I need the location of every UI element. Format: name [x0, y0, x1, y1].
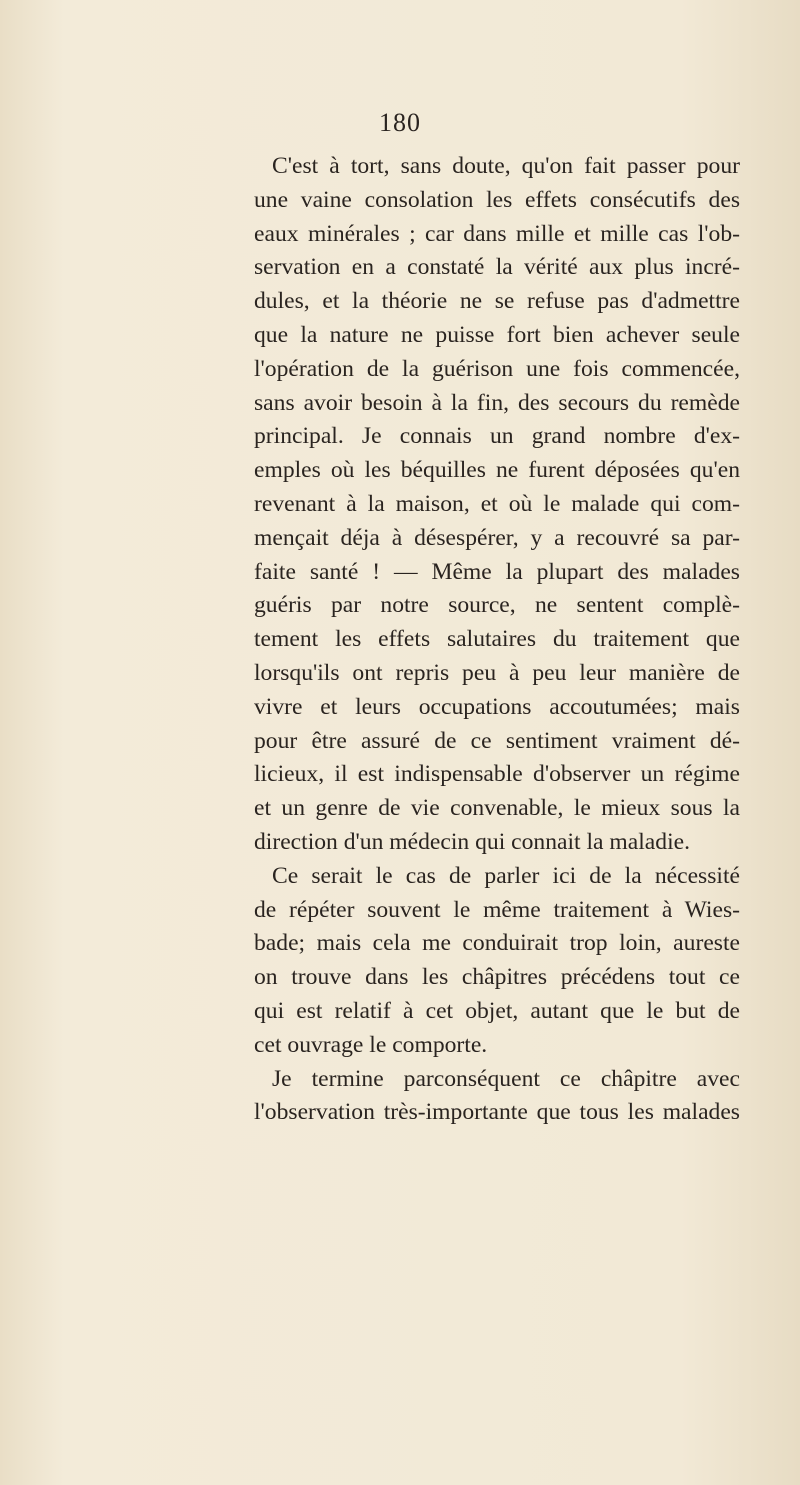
text-line: l'observation très-importante que tous les malades: [254, 1099, 740, 1126]
text-line: Ce serait le cas de parler ici de la nécessité: [272, 862, 740, 889]
page-number: 180: [379, 108, 421, 137]
text-line: mençait déja à désespérer, y a recouvré sa par-: [254, 524, 740, 551]
text-line: pour être assuré de ce sentiment vraiment dé-: [254, 727, 740, 754]
text-line: licieux, il est indispensable d'observer un régime: [254, 761, 740, 788]
text-line: lorsqu'ils ont repris peu à peu leur manière de: [254, 659, 740, 686]
text-line: guéris par notre source, ne sentent complè-: [254, 592, 740, 619]
text-line: une vaine consolation les effets consécutifs des: [254, 186, 740, 213]
text-line: tement les effets salutaires du traitement que: [254, 626, 740, 653]
text-line: l'opération de la guérison une fois commencée,: [254, 355, 740, 382]
text-line: et un genre de vie convenable, le mieux sous la: [254, 795, 740, 822]
text-line: revenant à la maison, et où le malade qui com-: [254, 490, 740, 517]
text-line: direction d'un médecin qui connait la maladie.: [254, 828, 691, 855]
text-line: Je termine parconséquent ce châpitre avec: [272, 1065, 740, 1092]
text-line: servation en a constaté la vérité aux plus incré-: [254, 254, 740, 281]
text-line: on trouve dans les châpitres précédens tout ce: [254, 964, 740, 991]
text-line: de répéter souvent le même traitement à Wies-: [254, 896, 740, 923]
text-line: C'est à tort, sans doute, qu'on fait passer pour: [272, 153, 740, 179]
text-line: sans avoir besoin à la fin, des secours du remède: [254, 389, 740, 416]
text-line: que la nature ne puisse fort bien achever seule: [254, 321, 740, 348]
text-line: dules, et la théorie ne se refuse pas d'admettre: [254, 288, 740, 315]
text-line: cet ouvrage le comporte.: [254, 1031, 488, 1058]
text-line: eaux minérales ; car dans mille et mille cas l'ob-: [254, 220, 740, 247]
text-line: emples où les béquilles ne furent déposées qu'en: [254, 457, 740, 484]
body-text: [254, 150, 740, 1130]
text-line: faite santé ! — Même la plupart des malades: [254, 558, 740, 585]
text-line: bade; mais cela me conduirait trop loin, aureste: [254, 930, 740, 957]
text-line: principal. Je connais un grand nombre d'ex-: [254, 423, 740, 450]
text-line: qui est relatif à cet objet, autant que le but de: [254, 997, 740, 1024]
text-line: vivre et leurs occupations accoutumées; mais: [254, 693, 740, 720]
